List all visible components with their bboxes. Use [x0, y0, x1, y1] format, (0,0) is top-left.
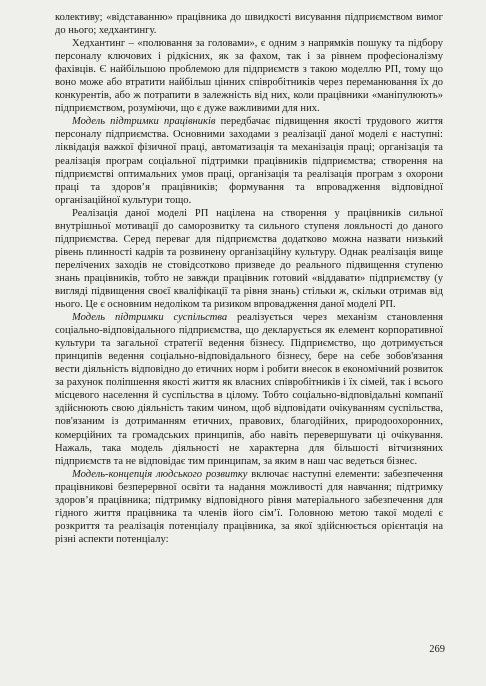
- paragraph-1-text: колективу; «відставанню» працівника до швидкості висування підприємством вимог до нього; хедхантингу.: [55, 12, 443, 37]
- paragraph-headhunting: [55, 37, 443, 115]
- paragraph-headhunting-text: Хедхантинг – «полювання за головами», є одним з напрямків пошуку та підбору персоналу ключових і рідкісних, як за фахом, так і за рівнем професіоналізму фахівців. Є найбільшою проблемою для підприємств з такою моделлю РП, тому що воно може або втратити найбільш цінних співробітників через переманювання їх до конкурентів, або ж потрапити в залежність від них, коли працівники «маніпулюють» підприємством, розуміючи, що є дуже важливими для них.: [55, 38, 443, 115]
- model-term-human-development: Модель-концепція людського розвитку: [72, 468, 248, 480]
- paragraph-implementation-text: Реалізація даної моделі РП націлена на створення у працівників сильної внутрішньої мотивації до саморозвитку та сильного ступеня лояльності до даного підприємства. Серед переваг для підприємства додатково можна назвати низький рівень плинності кадрів та розвинену організаційну культуру. Однак реалізація вище перелічених заходів не стовідсотково призведе до реального підвищення ступеню знань працівників, тобто не завжди працівник готовий «віддавати» підприємству (у вигляді підвищення своєї кваліфікації та рівня знань) стільки ж, скільки отримав від нього. Це є основним недоліком та ризиком впровадження даної моделі РП.: [55, 207, 443, 311]
- paragraph-human-development-text: включає наступні елементи: забезпечення працівникові безперервної освіти та надання можливості для навчання; підтримку здоров’я працівника; підтримку відповідного рівня матеріального забезпечення для гідного життя працівника та членів його сім’ї. Головною метою такої моделі є розкриття та реалізація потенціалу працівника, за якої здійснюється орієнтація на різні аспекти потенціалу:: [55, 468, 444, 545]
- paragraph-1: [55, 11, 443, 37]
- paragraph-implementation: [55, 207, 443, 311]
- paragraph-society-support-model: [55, 311, 443, 468]
- model-term-employee-support: Модель підтримки працівників: [72, 116, 216, 128]
- paragraph-employee-support-text: передбачає підвищення якості трудового життя персоналу підприємства. Основними заходами з реалізації даної моделі є наступні: ліквідація важкої фізичної праці, автоматизація та механізація праці; організація та реалізація програм соціальної підтримки працівників підприємства; створення на підприємстві оптимальних умов праці, організація та реалізація програм з охорони праці та здоров’я працівників; формування та впровадження відповідної організаційної культури тощо.: [55, 116, 444, 206]
- paragraph-human-development-model: [55, 468, 443, 546]
- page-number: 269: [429, 644, 445, 655]
- paragraph-society-support-text: реалізується через механізм становлення соціально-відповідального підприємства, що декларується як елемент корпоративної культури та загальної стратегії ведення бізнесу. Підприємство, що дотримується принципів ведення соціально-відповідального бізнесу, бере на себе зобов'язання вести діяльність відповідно до етичних норм і робити внесок в економічний розвиток за рахунок поліпшення якості життя як власних співробітників і їх сімей, так і всього місцевого населення й суспільства в цілому. Тобто соціально-відповідальні компанії здійснюють свою діяльність таким чином, щоб відповідати очікуванням суспільства, пов'язаним із дотриманням етичних, правових, благодійних, природоохоронних, комерційних та громадських принципів, або навіть перевершувати ці очікування. Нажаль, така модель діяльності не характерна для більшості вітчизняних підприємств та не відповідає тим принципам, за яким в наш час ведеться бізнес.: [55, 312, 443, 467]
- body-text: [55, 11, 443, 546]
- model-term-society-support: Модель підтримки суспільства: [72, 312, 228, 324]
- paragraph-employee-support-model: [55, 115, 443, 206]
